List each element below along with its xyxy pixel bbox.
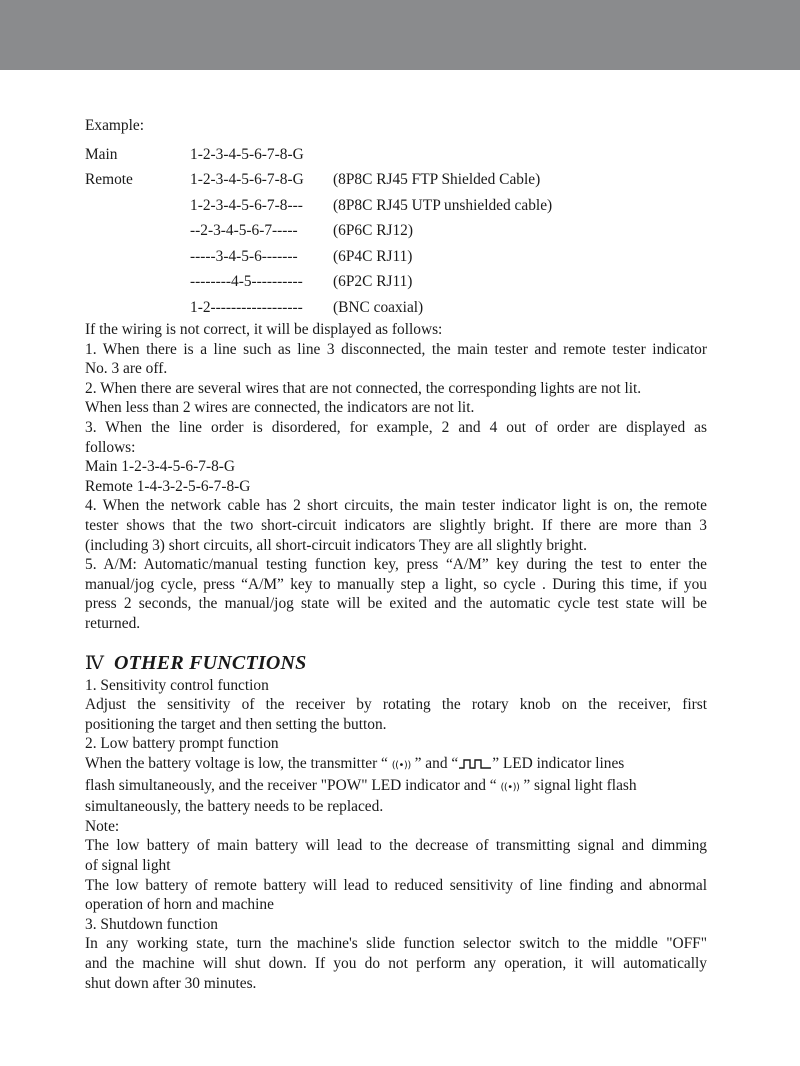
wiring-intro: If the wiring is not correct, it will be displayed as follows: <box>85 321 443 339</box>
wiring-row-pattern: 1-2-3-4-5-6-7-8--- <box>190 196 303 214</box>
function-3-line: In any working state, turn the machine's slide function selector switch to the middle "OFF" <box>85 935 707 953</box>
wiring-row-desc: (8P8C RJ45 FTP Shielded Cable) <box>333 171 541 189</box>
function-2-line <box>85 776 707 798</box>
wiring-row-pattern: --------4-5---------- <box>190 273 303 291</box>
item-3-remote-order: Remote 1-4-3-2-5-6-7-8-G <box>85 477 251 495</box>
function-2-text: ” and “ <box>414 754 459 772</box>
wiring-row <box>85 167 707 193</box>
item-3-main-order: Main 1-2-3-4-5-6-7-8-G <box>85 458 236 476</box>
function-2-text: ” LED indicator lines <box>492 754 625 772</box>
signal-wave-icon: ((•)) <box>500 781 520 793</box>
pulse-waveform-icon <box>458 758 492 770</box>
page-header-bar <box>0 0 800 70</box>
wiring-row-desc: (8P8C RJ45 UTP unshielded cable) <box>333 196 553 214</box>
item-1-line: No. 3 are off. <box>85 360 168 378</box>
function-1-line: Adjust the sensitivity of the receiver by rotating the rotary knob on the receiver, first <box>85 696 707 714</box>
wiring-row <box>85 269 707 295</box>
wiring-row-desc: (6P4C RJ11) <box>333 247 413 265</box>
signal-wave-icon: ((•)) <box>391 759 411 771</box>
item-3-line: 3. When the line order is disordered, for example, 2 and 4 out of order are displayed as <box>85 419 707 437</box>
section-title: OTHER FUNCTIONS <box>113 651 307 674</box>
function-2-title: 2. Low battery prompt function <box>85 735 279 753</box>
note-label: Note: <box>85 817 120 835</box>
section-number: Ⅳ <box>85 652 104 674</box>
function-3-line: and the machine will shut down. If you do not perform any operation, it will automatically <box>85 954 707 972</box>
item-5-line: returned. <box>85 615 141 632</box>
wiring-row-desc: (BNC coaxial) <box>333 298 424 316</box>
wiring-row-pattern: -----3-4-5-6------- <box>190 247 298 265</box>
item-4-line: tester shows that the two short-circuit indicators are slightly bright. If there are more than 3 <box>85 517 707 535</box>
function-1-line: positioning the target and then setting the button. <box>85 715 387 733</box>
wiring-row-pattern: --2-3-4-5-6-7----- <box>190 222 298 240</box>
function-3-line: shut down after 30 minutes. <box>85 974 257 992</box>
wiring-row-desc: (6P2C RJ11) <box>333 273 413 291</box>
function-1-title: 1. Sensitivity control function <box>85 676 269 694</box>
item-3-line: follows: <box>85 438 136 456</box>
function-3-title: 3. Shutdown function <box>85 915 218 933</box>
wiring-row <box>85 218 707 244</box>
wiring-row-pattern: 1-2-3-4-5-6-7-8-G <box>190 145 304 163</box>
item-4-line: (including 3) short circuits, all short-circuit indicators They are all slightly bright. <box>85 536 587 554</box>
item-1-line: 1. When there is a line such as line 3 disconnected, the main tester and remote tester indicator <box>85 340 707 358</box>
note-line: operation of horn and machine <box>85 896 274 914</box>
wiring-example-table <box>85 142 707 321</box>
item-5-line: press 2 seconds, the manual/jog state will be exited and the automatic cycle test state will be <box>85 595 707 613</box>
note-line: The low battery of remote battery will lead to reduced sensitivity of line finding and abnormal <box>85 876 707 894</box>
note-line: The low battery of main battery will lead to the decrease of transmitting signal and dimming <box>85 837 707 855</box>
item-2-line: When less than 2 wires are connected, the indicators are not lit. <box>85 399 475 417</box>
note-line: of signal light <box>85 856 171 874</box>
wiring-row-desc: (6P6C RJ12) <box>333 222 413 240</box>
page-content <box>85 116 707 993</box>
wiring-row <box>85 142 707 168</box>
wiring-row <box>85 193 707 219</box>
function-2-text: flash simultaneously, and the receiver "POW" LED indicator and “ <box>85 776 497 794</box>
function-2-line: simultaneously, the battery needs to be replaced. <box>85 798 384 816</box>
item-5-line: 5. A/M: Automatic/manual testing function key, press “A/M” key during the test to enter the <box>85 556 707 574</box>
item-2-line: 2. When there are several wires that are not connected, the corresponding lights are not lit. <box>85 379 642 397</box>
example-title: Example: <box>85 117 144 134</box>
wiring-row-label: Remote <box>85 171 133 189</box>
function-2-text: When the battery voltage is low, the transmitter “ <box>85 754 388 772</box>
item-5-line: manual/jog cycle, press “A/M” key to manually step a light, so cycle . During this time, if you <box>85 575 707 593</box>
wiring-row <box>85 295 707 321</box>
wiring-row-label: Main <box>85 145 118 163</box>
section-heading <box>85 652 707 676</box>
wiring-row-pattern: 1-2-3-4-5-6-7-8-G <box>190 171 304 189</box>
wiring-row-pattern: 1-2------------------ <box>190 298 303 316</box>
function-2-line <box>85 754 707 776</box>
wiring-row <box>85 244 707 270</box>
item-4-line: 4. When the network cable has 2 short circuits, the main tester indicator light is on, the remote <box>85 497 707 515</box>
function-2-text: ” signal light flash <box>523 776 637 794</box>
